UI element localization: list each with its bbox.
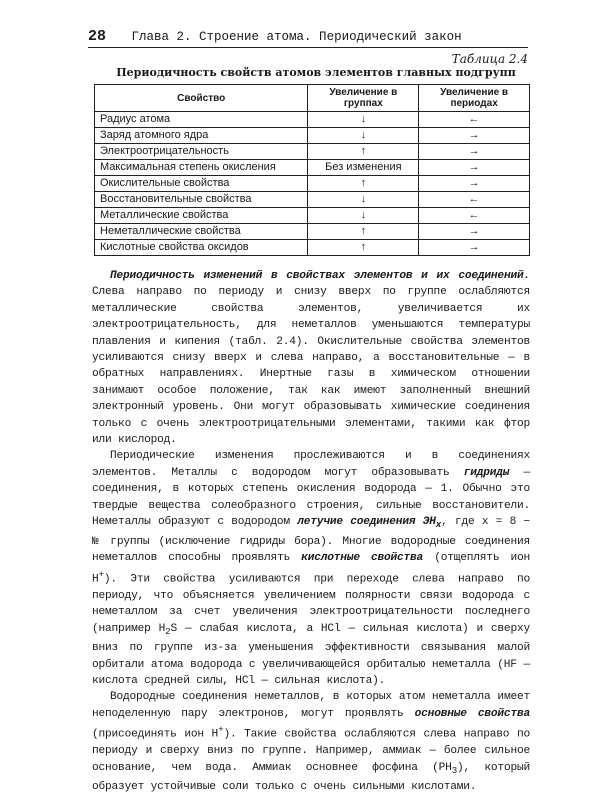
superscript: +	[98, 568, 104, 580]
table-row	[95, 208, 530, 224]
row-property: Неметаллические свойства	[95, 224, 308, 240]
term-basic-properties: основные свойства	[414, 707, 530, 720]
running-header	[88, 28, 528, 48]
row-property: Восстановительные свойства	[95, 192, 308, 208]
row-periods-trend: →	[419, 160, 530, 176]
table-row	[95, 192, 530, 208]
column-header-property: Свойство	[95, 85, 308, 112]
paragraph-periodicity	[92, 268, 530, 448]
table-row	[95, 112, 530, 128]
running-title: Глава 2. Строение атома. Периодический закон	[131, 30, 462, 44]
row-groups-trend: ↓	[308, 128, 419, 144]
table-row	[95, 144, 530, 160]
table-row	[95, 160, 530, 176]
paragraph-heading: Периодичность изменений в свойствах элементов и их соединений.	[110, 270, 530, 282]
row-groups-trend: ↓	[308, 192, 419, 208]
body-text	[92, 268, 530, 796]
paragraph-text: (присоединять ион H	[92, 728, 219, 741]
row-groups-trend: ↑	[308, 176, 419, 192]
row-groups-trend: ↑	[308, 224, 419, 240]
paragraph-text: , где x = 8 − № группы (исключение гидриды бора). Многие водородные соединения неметаллов способны проявлять	[92, 516, 530, 565]
row-groups-trend: ↑	[308, 240, 419, 256]
subscript: 2	[165, 625, 171, 637]
term-volatile-compounds	[297, 516, 442, 531]
properties-table	[94, 84, 530, 256]
row-groups-trend: ↓	[308, 208, 419, 224]
table-label: Таблица 2.4	[451, 52, 528, 66]
row-property: Радиус атома	[95, 112, 308, 128]
table-row	[95, 128, 530, 144]
term-text: летучие соединения ЭH	[297, 516, 436, 529]
paragraph-text: S — слабая кислота, а HCl — сильная кислота) и сверху вниз по группе из-за уменьшения эффективности связывания малой орбитали атома водорода с увеличивающейся орбиталью неметалла (HF — кислота средней силы, HCl — сильная кислота).	[92, 622, 530, 687]
term-acidic-properties: кислотные свойства	[301, 552, 424, 565]
table-title: Периодичность свойств атомов элементов главных подгрупп	[116, 66, 516, 79]
subscript: 3	[451, 764, 458, 776]
paragraph-text: ), который образует устойчивые соли только с очень сильными кислотами.	[92, 761, 530, 794]
row-groups-trend: Без изменения	[308, 160, 419, 176]
row-periods-trend: ←	[419, 208, 530, 224]
row-property: Заряд атомного ядра	[95, 128, 308, 144]
page-number: 28	[88, 28, 107, 45]
row-property: Максимальная степень окисления	[95, 160, 308, 176]
row-periods-trend: →	[419, 144, 530, 160]
paragraph-text: — соединения, в которых степень окисления водорода — 1. Обычно это твердые вещества солеобразного строения, сильные восстановители. Неметаллы образуют с водородом	[92, 466, 530, 529]
paragraph-basic-properties	[92, 689, 530, 795]
row-property: Металлические свойства	[95, 208, 308, 224]
paragraph-hydrogen-compounds	[92, 448, 530, 689]
row-periods-trend: →	[419, 176, 530, 192]
table-header-row	[95, 85, 530, 112]
subscript: x	[435, 519, 442, 531]
row-periods-trend: →	[419, 128, 530, 144]
row-groups-trend: ↓	[308, 112, 419, 128]
row-periods-trend: ←	[419, 192, 530, 208]
term-hydrides: гидриды	[463, 466, 510, 479]
superscript: +	[218, 724, 224, 736]
column-header-groups: Увеличение в группах	[308, 85, 419, 112]
row-groups-trend: ↑	[308, 144, 419, 160]
row-periods-trend: →	[419, 224, 530, 240]
paragraph-text: ). Такие свойства ослабляются слева направо по периоду и сверху вниз по группе. Например, аммиак — более сильное основание, чем вода. Аммиак основнее фосфина (PH	[92, 728, 530, 774]
paragraph-text: ). Эти свойства усиливаются при переходе слева направо по периоду, что объясняется увеличением полярности связи водорода с неметаллом за счет увеличения электроотрицательности последнего (например H	[92, 573, 530, 635]
paragraph-text: Периодические изменения прослеживаются и в соединениях элементов. Металлы с водородом могут образовывать	[92, 450, 530, 479]
row-property: Электроотрицательность	[95, 144, 308, 160]
row-periods-trend: →	[419, 240, 530, 256]
paragraph-text: Водородные соединения неметаллов, в которых атом неметалла имеет неподеленную пару электронов, могут проявлять	[92, 691, 530, 720]
paragraph-text: (отщеплять ион H	[92, 552, 530, 586]
table-row	[95, 240, 530, 256]
row-property: Окислительные свойства	[95, 176, 308, 192]
paragraph-text: Слева направо по периоду и снизу вверх по группе ослабляются металлические свойства элементов, увеличивается их электроотрицательность, для неметаллов уменьшаются температуры плавления и кипения (табл. 2.4). Окислительные свойства элементов усиливаются снизу вверх и слева направо, а восстановительные — в обратных направлениях. Инертные газы в химическом отношении занимают особое положение, так как имеют заполненный внешний электронный уровень. Они могут образовывать химические соединения только с очень электроотрицательными элементами, такими как фтор или кислород.	[92, 286, 530, 447]
row-property: Кислотные свойства оксидов	[95, 240, 308, 256]
table-row	[95, 224, 530, 240]
column-header-periods: Увеличение в периодах	[419, 85, 530, 112]
row-periods-trend: ←	[419, 112, 530, 128]
table-row	[95, 176, 530, 192]
